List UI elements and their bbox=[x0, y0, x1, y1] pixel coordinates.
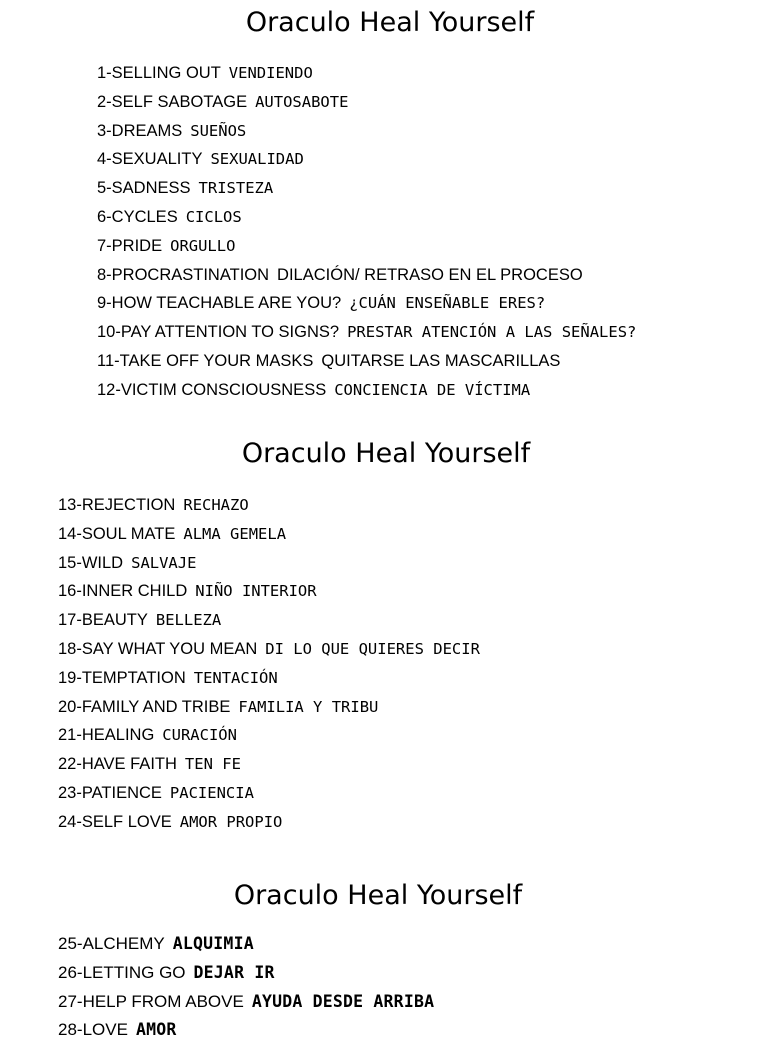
list-item: 1-SELLING OUT VENDIENDO bbox=[97, 64, 313, 82]
list-item: 16-INNER CHILD NIÑO INTERIOR bbox=[58, 582, 317, 601]
list-item: 20-FAMILY AND TRIBE FAMILIA Y TRIBU bbox=[58, 697, 379, 716]
list-item: 10-PAY ATTENTION TO SIGNS? PRESTAR ATENCIÓN A LAS SEÑALES? bbox=[97, 323, 637, 342]
list-item: 7-PRIDE ORGULLO bbox=[97, 236, 236, 255]
section-3-list bbox=[58, 930, 434, 1045]
list-item: 26-LETTING GO DEJAR IR bbox=[58, 962, 275, 982]
list-item: 25-ALCHEMY ALQUIMIA bbox=[58, 934, 254, 953]
list-item: 19-TEMPTATION TENTACIÓN bbox=[58, 668, 278, 687]
section-1-list bbox=[97, 59, 636, 405]
list-item: 6-CYCLES CICLOS bbox=[97, 207, 242, 226]
list-item: 21-HEALING CURACIÓN bbox=[58, 726, 237, 745]
list-item: 3-DREAMS SUEÑOS bbox=[97, 121, 247, 140]
section-2-list bbox=[58, 491, 480, 837]
list-item: 11-TAKE OFF YOUR MASKS QUITARSE LAS MASCARILLAS bbox=[97, 351, 561, 370]
list-item: 13-REJECTION RECHAZO bbox=[58, 496, 249, 514]
section-3-title: Oraculo Heal Yourself bbox=[233, 880, 523, 911]
list-item: 23-PATIENCE PACIENCIA bbox=[58, 783, 254, 802]
list-item: 8-PROCRASTINATION DILACIÓN/ RETRASO EN EL PROCESO bbox=[97, 265, 583, 284]
list-item: 28-LOVE AMOR bbox=[58, 1020, 177, 1040]
section-2-title: Oraculo Heal Yourself bbox=[241, 438, 531, 469]
list-item: 5-SADNESS TRISTEZA bbox=[97, 179, 274, 198]
list-item: 18-SAY WHAT YOU MEAN DI LO QUE QUIERES DECIR bbox=[58, 639, 480, 658]
list-item: 27-HELP FROM ABOVE AYUDA DESDE ARRIBA bbox=[58, 991, 435, 1011]
list-item: 12-VICTIM CONSCIOUSNESS CONCIENCIA DE VÍCTIMA bbox=[97, 380, 531, 399]
list-item: 2-SELF SABOTAGE AUTOSABOTE bbox=[97, 92, 349, 111]
list-item: 9-HOW TEACHABLE ARE YOU? ¿CUÁN ENSEÑABLE ERES? bbox=[97, 294, 546, 313]
list-item: 17-BEAUTY BELLEZA bbox=[58, 611, 222, 630]
list-item: 4-SEXUALITY SEXUALIDAD bbox=[97, 150, 304, 169]
list-item: 24-SELF LOVE AMOR PROPIO bbox=[58, 812, 283, 831]
list-item: 14-SOUL MATE ALMA GEMELA bbox=[58, 524, 287, 543]
section-1-title: Oraculo Heal Yourself bbox=[245, 7, 535, 38]
list-item: 15-WILD SALVAJE bbox=[58, 553, 197, 572]
list-item: 22-HAVE FAITH TEN FE bbox=[58, 755, 241, 774]
